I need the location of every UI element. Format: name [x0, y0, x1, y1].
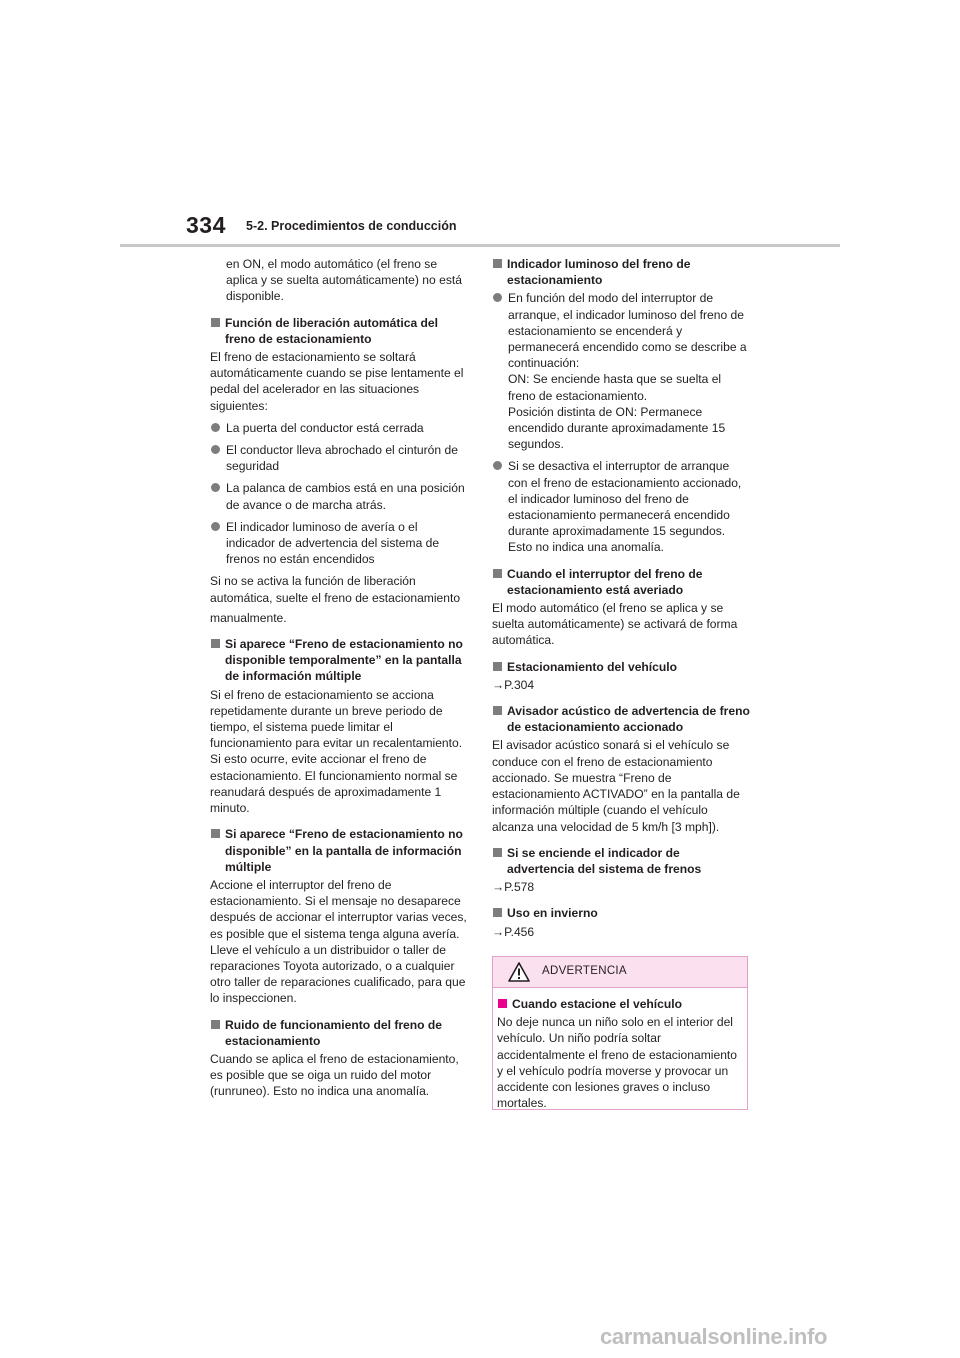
paragraph: Accione el interruptor del freno de estacionamiento. Si el mensaje no desaparece después de accionar el interruptor varias veces, es posible que el sistema tenga alguna avería. Lleve el vehículo a un distribuidor o taller de reparaciones Toyota autorizado, o a cualquier otro taller de reparaciones cualificado, para que lo inspeccionen. — [210, 877, 467, 1006]
section-heading — [210, 636, 468, 685]
square-bullet-icon — [493, 706, 502, 715]
warning-box — [492, 956, 748, 1110]
circle-bullet-icon — [493, 461, 502, 470]
list-item-text: ON: Se enciende hasta que se suelta el freno de estacionamiento. — [508, 372, 722, 403]
paragraph: Si no se activa la función de liberación automática, suelte el freno de estacionamiento — [210, 574, 461, 605]
list-item-text: Posición distinta de ON: Permanece encendido durante aproximadamente 15 segundos. — [508, 404, 726, 452]
circle-bullet-icon — [211, 522, 220, 531]
page-header — [0, 0, 960, 250]
paragraph: El modo automático (el freno se aplica y se suelta automáticamente) se activará de forma automática. — [492, 601, 738, 648]
heading-text: Si aparece “Freno de estacionamiento no disponible” en la pantalla de información múltiple — [225, 827, 463, 874]
section-heading — [492, 703, 750, 735]
list-item — [210, 480, 468, 512]
list-item-text: La palanca de cambios está en una posición de avance o de marcha atrás. — [226, 481, 465, 512]
square-bullet-icon — [211, 639, 220, 648]
paragraph: Cuando se aplica el freno de estacionamiento, es posible que se oiga un ruido del motor (runruneo). Esto no indica una anomalía. — [210, 1051, 459, 1099]
page-reference: →P.304 — [492, 677, 535, 692]
square-bullet-icon — [493, 848, 502, 857]
section-heading — [210, 1017, 468, 1049]
section-title: 5-2. Procedimientos de conducción — [246, 219, 457, 233]
heading-text: Uso en invierno — [507, 906, 598, 921]
section-heading — [497, 996, 743, 1012]
heading-text: Indicador luminoso del freno de estacionamiento — [507, 257, 691, 288]
square-bullet-icon — [498, 999, 507, 1008]
paragraph: No deje nunca un niño solo en el interior del vehículo. Un niño podría soltar accidentalmente el freno de estacionamiento y el vehículo podría moverse y provocar un accidente con lesiones graves o incluso mortales. — [497, 1015, 738, 1111]
heading-text: Función de liberación automática del freno de estacionamiento — [225, 315, 439, 346]
list-item — [492, 290, 750, 452]
list-item — [492, 458, 750, 555]
section-heading — [492, 566, 750, 598]
paragraph: Si el freno de estacionamiento se acciona repetidamente durante un breve periodo de tiempo, el sistema puede limitar el funcionamiento para evitar un recalentamiento. Si esto ocurre, evite accionar el freno de estacionamiento. El funcionamiento normal se reanudará después de aproximadamente 1 minuto. — [210, 687, 463, 816]
header-rule — [120, 244, 840, 247]
square-bullet-icon — [493, 662, 502, 671]
warning-title: ADVERTENCIA — [542, 965, 627, 977]
heading-text: Cuando el interruptor del freno de estacionamiento está averiado — [507, 566, 703, 597]
section-heading — [210, 315, 468, 347]
page-reference: →P.456 — [492, 924, 535, 939]
square-bullet-icon — [493, 259, 502, 268]
heading-text: Cuando estacione el vehículo — [512, 997, 683, 1011]
intro-text: en ON, el modo automático (el freno se aplica y se suelta automáticamente) no está disponible. — [226, 257, 462, 304]
left-column — [210, 256, 468, 1106]
list-item-text: En función del modo del interruptor de arranque, el indicador luminoso del freno de estacionamiento se encenderá y permanecerá encendido como se describe a continuación: — [508, 291, 747, 371]
list-item-text: Si se desactiva el interruptor de arranque con el freno de estacionamiento accionado, el indicador luminoso del freno de estacionamiento permanecerá encendido durante aproximadamente 15 segundos. Esto no indica una anomalía. — [508, 459, 742, 555]
section-heading — [492, 905, 750, 921]
right-column — [492, 256, 750, 948]
circle-bullet-icon — [211, 423, 220, 432]
circle-bullet-icon — [211, 483, 220, 492]
warning-body — [493, 988, 747, 1111]
heading-text: Si aparece “Freno de estacionamiento no disponible temporalmente” en la pantalla de información múltiple — [225, 637, 463, 684]
square-bullet-icon — [211, 1020, 220, 1029]
square-bullet-icon — [211, 829, 220, 838]
circle-bullet-icon — [211, 445, 220, 454]
list-item — [210, 442, 468, 474]
list-item-text: El indicador luminoso de avería o el indicador de advertencia del sistema de frenos no están encendidos — [226, 519, 440, 567]
heading-text: Avisador acústico de advertencia de freno de estacionamiento accionado — [507, 704, 750, 735]
section-heading — [492, 659, 750, 675]
list-item-text: El conductor lleva abrochado el cinturón de seguridad — [226, 443, 458, 474]
footer-watermark: carmanualsonline.info — [600, 1324, 828, 1349]
section-heading — [210, 826, 468, 875]
list-item-text: La puerta del conductor está cerrada — [226, 420, 424, 435]
section-heading — [492, 845, 750, 877]
page-reference: →P.578 — [492, 880, 535, 895]
square-bullet-icon — [493, 908, 502, 917]
heading-text: Si se enciende el indicador de advertencia del sistema de frenos — [507, 845, 702, 876]
square-bullet-icon — [493, 569, 502, 578]
warning-triangle-icon — [508, 962, 530, 982]
heading-text: Ruido de funcionamiento del freno de estacionamiento — [225, 1017, 443, 1048]
page-number: 334 — [186, 212, 226, 238]
warning-header — [493, 957, 747, 988]
list-item — [210, 420, 468, 436]
list-item — [210, 519, 468, 568]
circle-bullet-icon — [493, 293, 502, 302]
paragraph: El freno de estacionamiento se soltará automáticamente cuando se pise lentamente el pedal del acelerador en las situaciones siguientes: — [210, 350, 464, 413]
paragraph: El avisador acústico sonará si el vehículo se conduce con el freno de estacionamiento accionado. Se muestra “Freno de estacionamiento ACTIVADO” en la pantalla de información múltiple (cuando el vehículo alcanza una velocidad de 5 km/h [3 mph]). — [492, 738, 740, 834]
square-bullet-icon — [211, 318, 220, 327]
section-heading — [492, 256, 750, 288]
paragraph: manualmente. — [210, 610, 287, 625]
heading-text: Estacionamiento del vehículo — [507, 659, 678, 674]
